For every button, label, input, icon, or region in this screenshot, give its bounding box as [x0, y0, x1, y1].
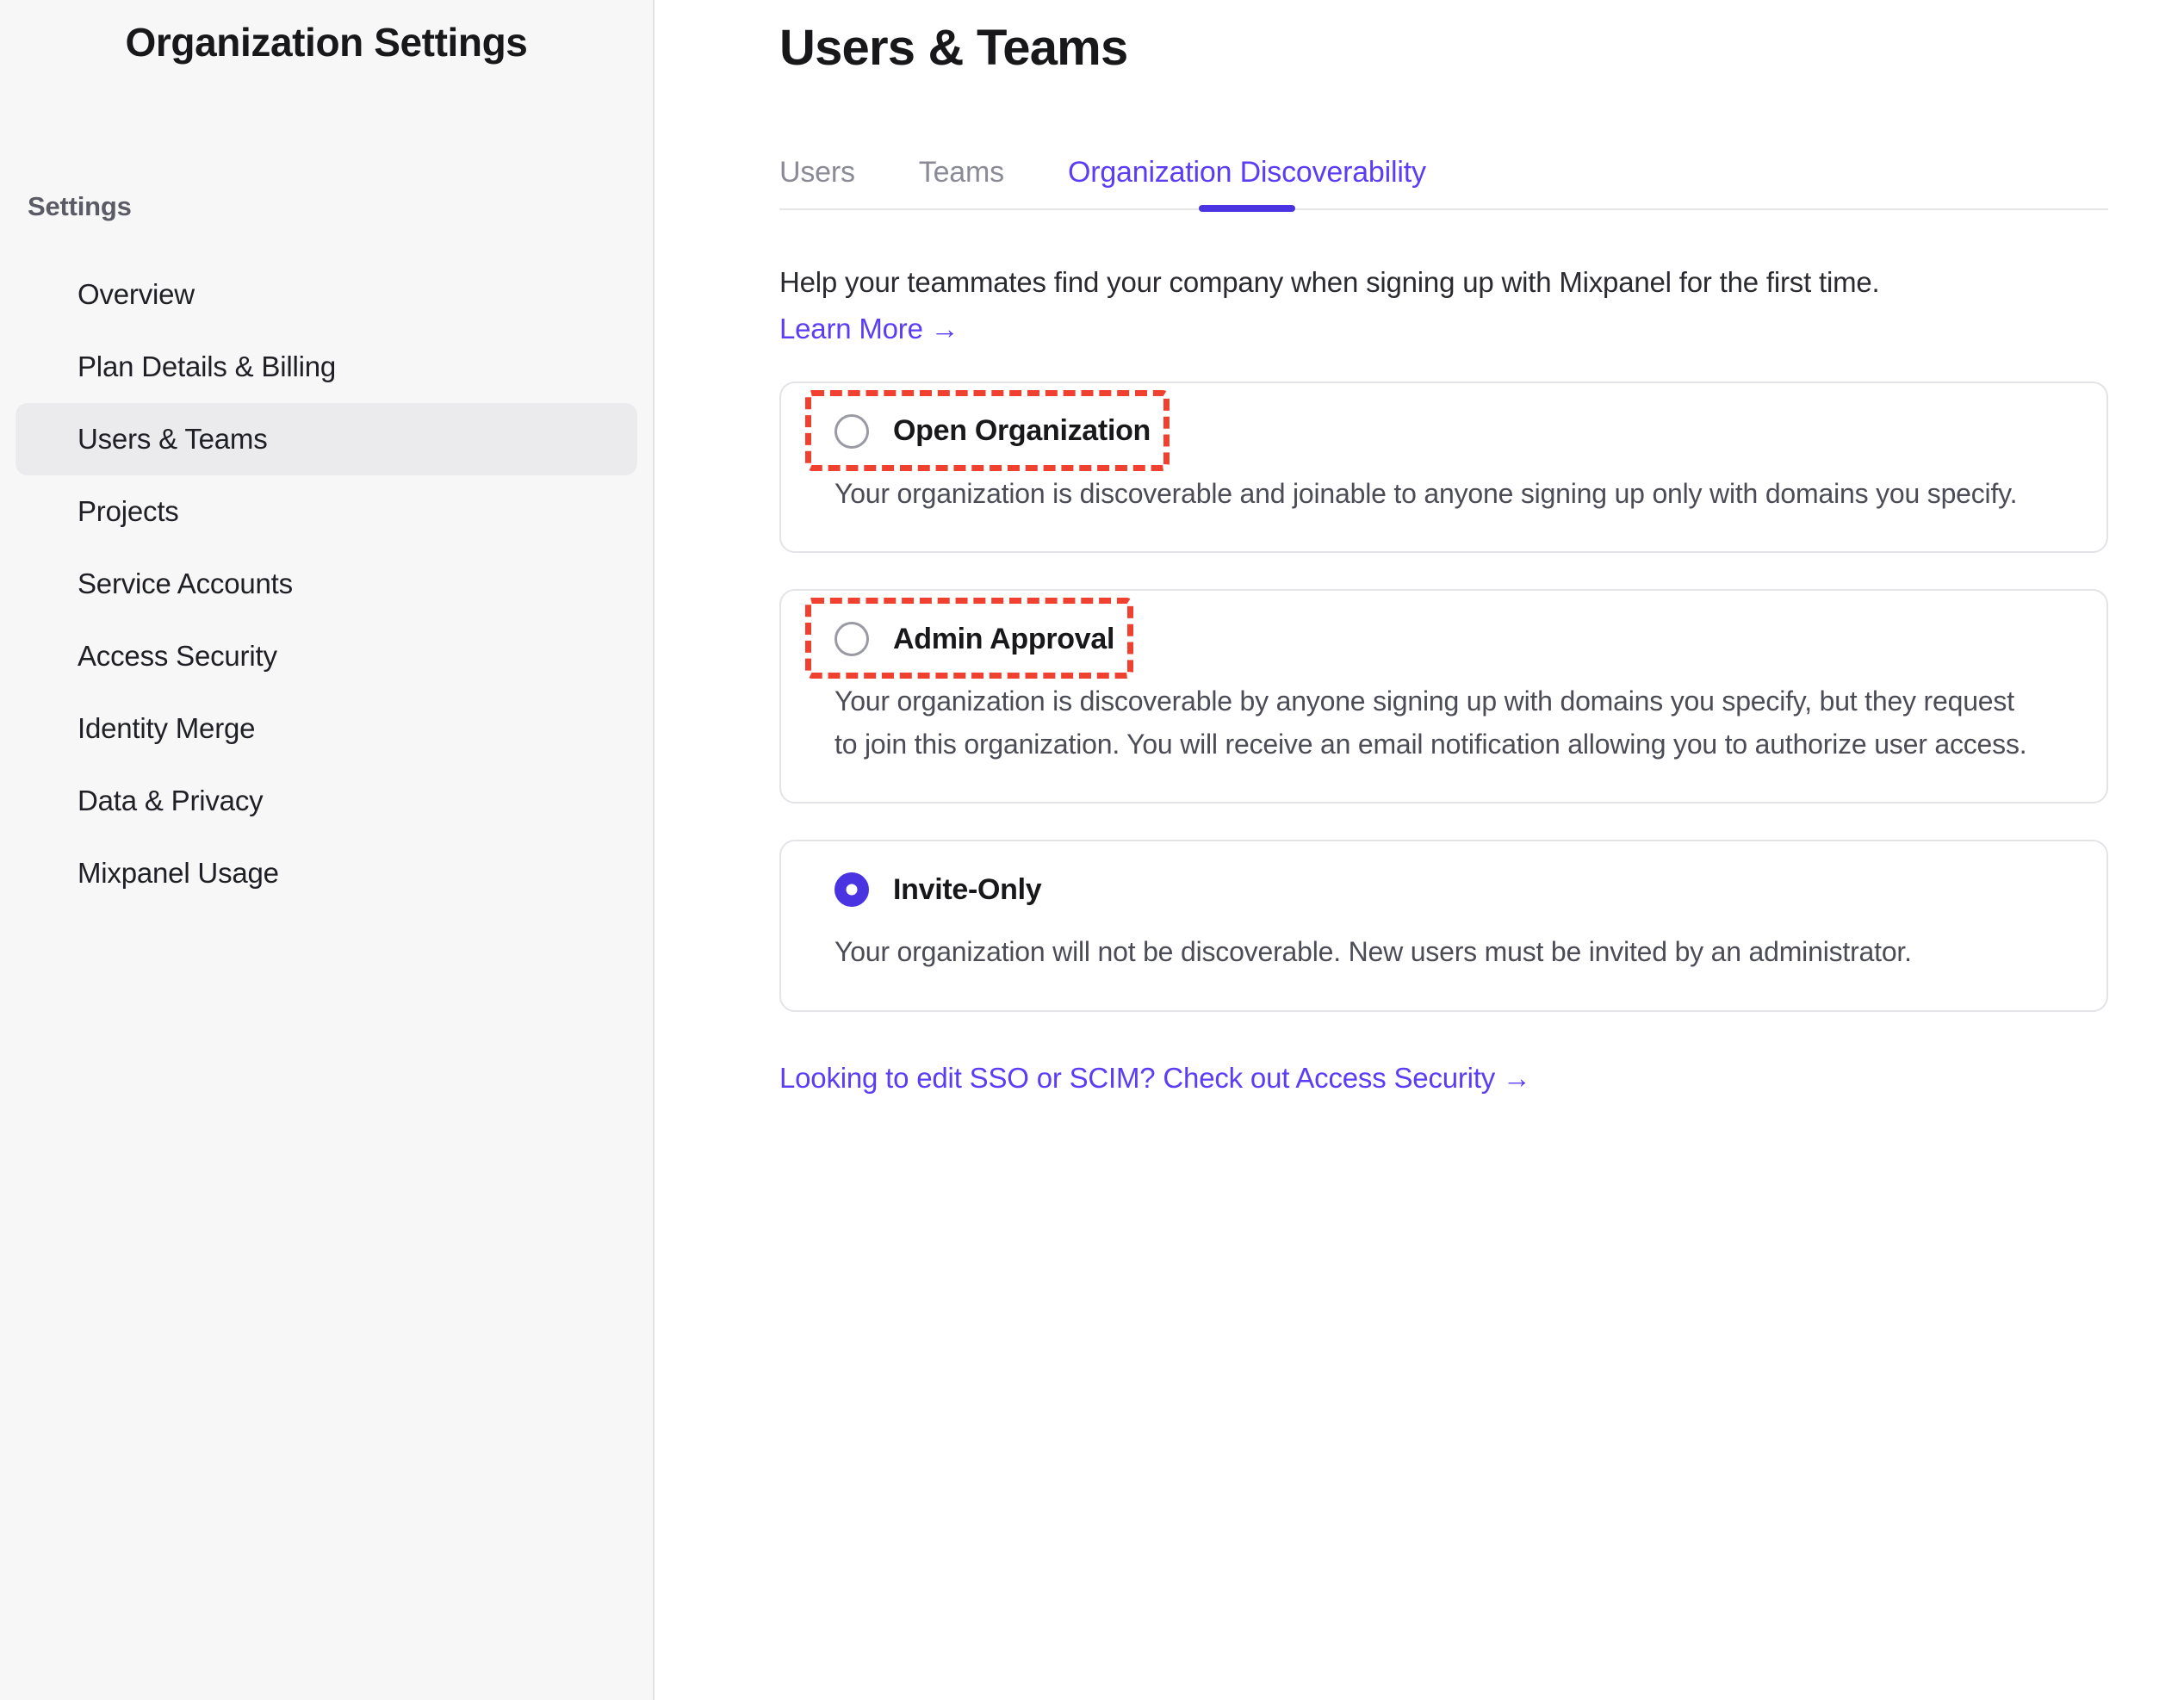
sidebar-item-label: Plan Details & Billing [78, 351, 337, 382]
sidebar-item-label: Overview [78, 278, 195, 310]
sidebar-item-label: Access Security [78, 640, 277, 672]
option-row-invite-only[interactable] [835, 872, 1041, 907]
sidebar-item-identity-merge[interactable] [16, 692, 637, 765]
main-inner [655, 0, 2184, 1095]
sidebar-item-users-teams[interactable] [16, 403, 637, 475]
option-card-invite-only[interactable] [779, 840, 2108, 1012]
option-label: Open Organization [893, 414, 1151, 448]
tab-bar [779, 156, 2108, 210]
radio-admin-approval[interactable] [835, 622, 869, 656]
access-security-link[interactable]: Looking to edit SSO or SCIM? Check out Access Security → [779, 1061, 1531, 1094]
help-text: Help your teammates find your company when signing up with Mixpanel for the first time. [779, 266, 1880, 298]
option-card-admin-approval[interactable] [779, 589, 2108, 803]
sidebar-item-label: Projects [78, 495, 179, 527]
sidebar-item-overview[interactable] [16, 258, 637, 331]
tab-label: Users [779, 156, 855, 189]
option-label: Invite-Only [893, 872, 1042, 906]
option-description: Your organization is discoverable by anyone signing up with domains you specify, but they request to join this organization. You will receive an email notification allowing you to authorize user access. [835, 686, 2027, 760]
sidebar-nav [0, 258, 653, 909]
main-content [655, 0, 2184, 1700]
page-header [779, 0, 2108, 77]
option-label: Admin Approval [893, 622, 1115, 655]
sidebar [0, 0, 655, 1700]
sidebar-item-label: Service Accounts [78, 568, 293, 599]
sidebar-item-label: Identity Merge [78, 712, 256, 744]
tab-label: Teams [918, 156, 1004, 189]
sidebar-item-label: Mixpanel Usage [78, 857, 279, 889]
sidebar-item-label: Users & Teams [78, 423, 268, 455]
tab-organization-discoverability[interactable] [1068, 156, 1426, 208]
learn-more-link[interactable]: Learn More → [779, 312, 959, 344]
radio-open-organization[interactable] [835, 414, 869, 449]
radio-invite-only[interactable] [835, 872, 869, 907]
tab-label: Organization Discoverability [1067, 156, 1426, 189]
sidebar-item-mixpanel-usage[interactable] [16, 837, 637, 909]
tab-teams[interactable] [919, 156, 1004, 208]
sidebar-item-plan-details-billing[interactable] [16, 331, 637, 403]
sidebar-section-label: Settings [28, 191, 132, 221]
sidebar-item-projects[interactable] [16, 475, 637, 548]
sidebar-item-service-accounts[interactable] [16, 548, 637, 620]
sidebar-item-access-security[interactable] [16, 620, 637, 692]
sidebar-item-label: Data & Privacy [78, 785, 264, 816]
tab-users[interactable] [779, 156, 855, 208]
option-row-admin-approval[interactable] [835, 622, 1114, 656]
option-description: Your organization will not be discoverable. New users must be invited by an administrator. [835, 936, 1912, 968]
sidebar-item-data-privacy[interactable] [16, 765, 637, 837]
main-page-title: Users & Teams [779, 20, 1128, 76]
page-title: Organization Settings [125, 20, 528, 65]
option-description: Your organization is discoverable and joinable to anyone signing up only with domains you specify. [835, 477, 2018, 509]
option-row-open-organization[interactable] [835, 414, 1151, 449]
option-card-open-organization[interactable] [779, 382, 2108, 554]
